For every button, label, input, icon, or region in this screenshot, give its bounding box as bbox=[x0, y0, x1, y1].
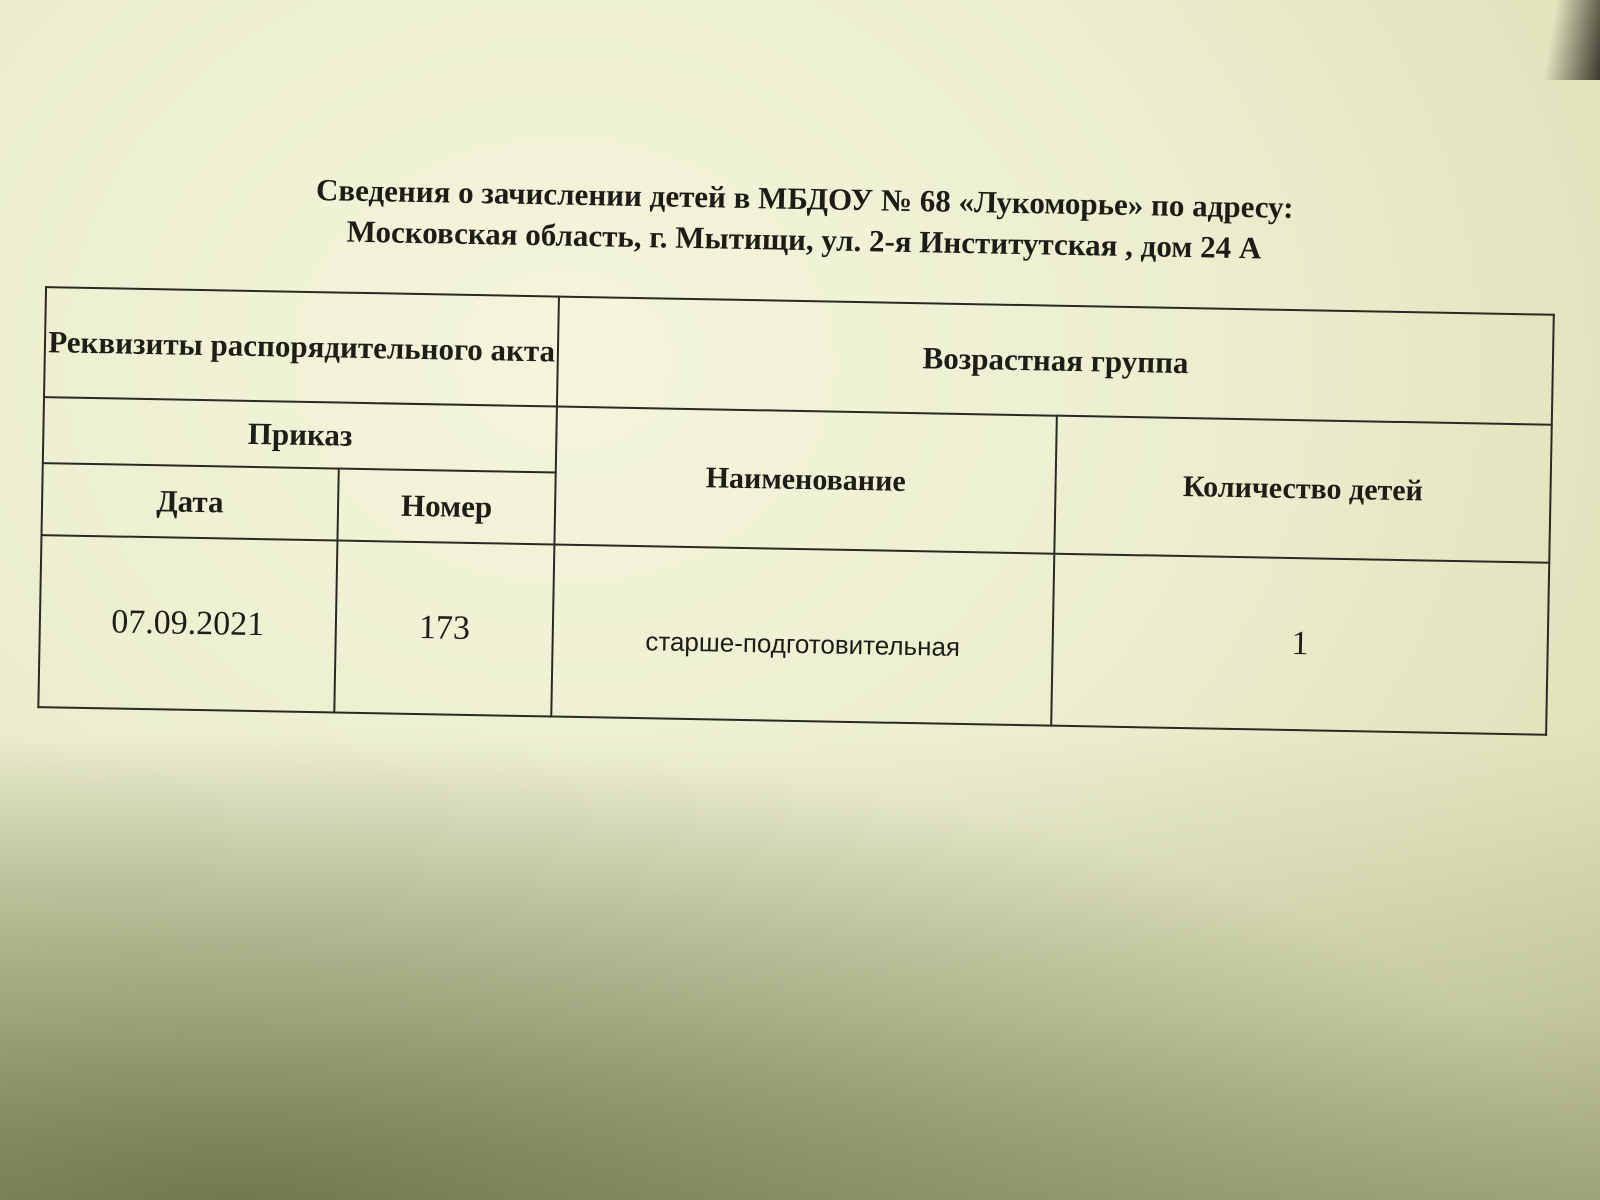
header-age-group: Возрастная группа bbox=[557, 297, 1553, 425]
title-line-2: Московская область, г. Мытищи, ул. 2-я Институтская , дом 24 А bbox=[346, 213, 1262, 266]
header-number: Номер bbox=[337, 469, 556, 545]
header-act-details: Реквизиты распорядительного акта bbox=[44, 287, 559, 406]
title-line-1: Сведения о зачислении детей в МБДОУ № 68 «Лукоморье» по адресу: bbox=[315, 172, 1294, 225]
header-name: Наименование bbox=[555, 407, 1057, 554]
header-order: Приказ bbox=[43, 397, 558, 472]
enrollment-table bbox=[37, 286, 1554, 736]
header-date: Дата bbox=[41, 463, 338, 540]
cell-date: 07.09.2021 bbox=[38, 535, 337, 712]
table-row bbox=[38, 535, 1549, 735]
cell-number: 173 bbox=[334, 541, 555, 717]
document-title bbox=[184, 167, 1425, 272]
header-children-count: Количество детей bbox=[1054, 416, 1552, 563]
cell-children-count: 1 bbox=[1051, 554, 1549, 735]
cell-group-name: старше-подготовительная bbox=[552, 545, 1054, 726]
